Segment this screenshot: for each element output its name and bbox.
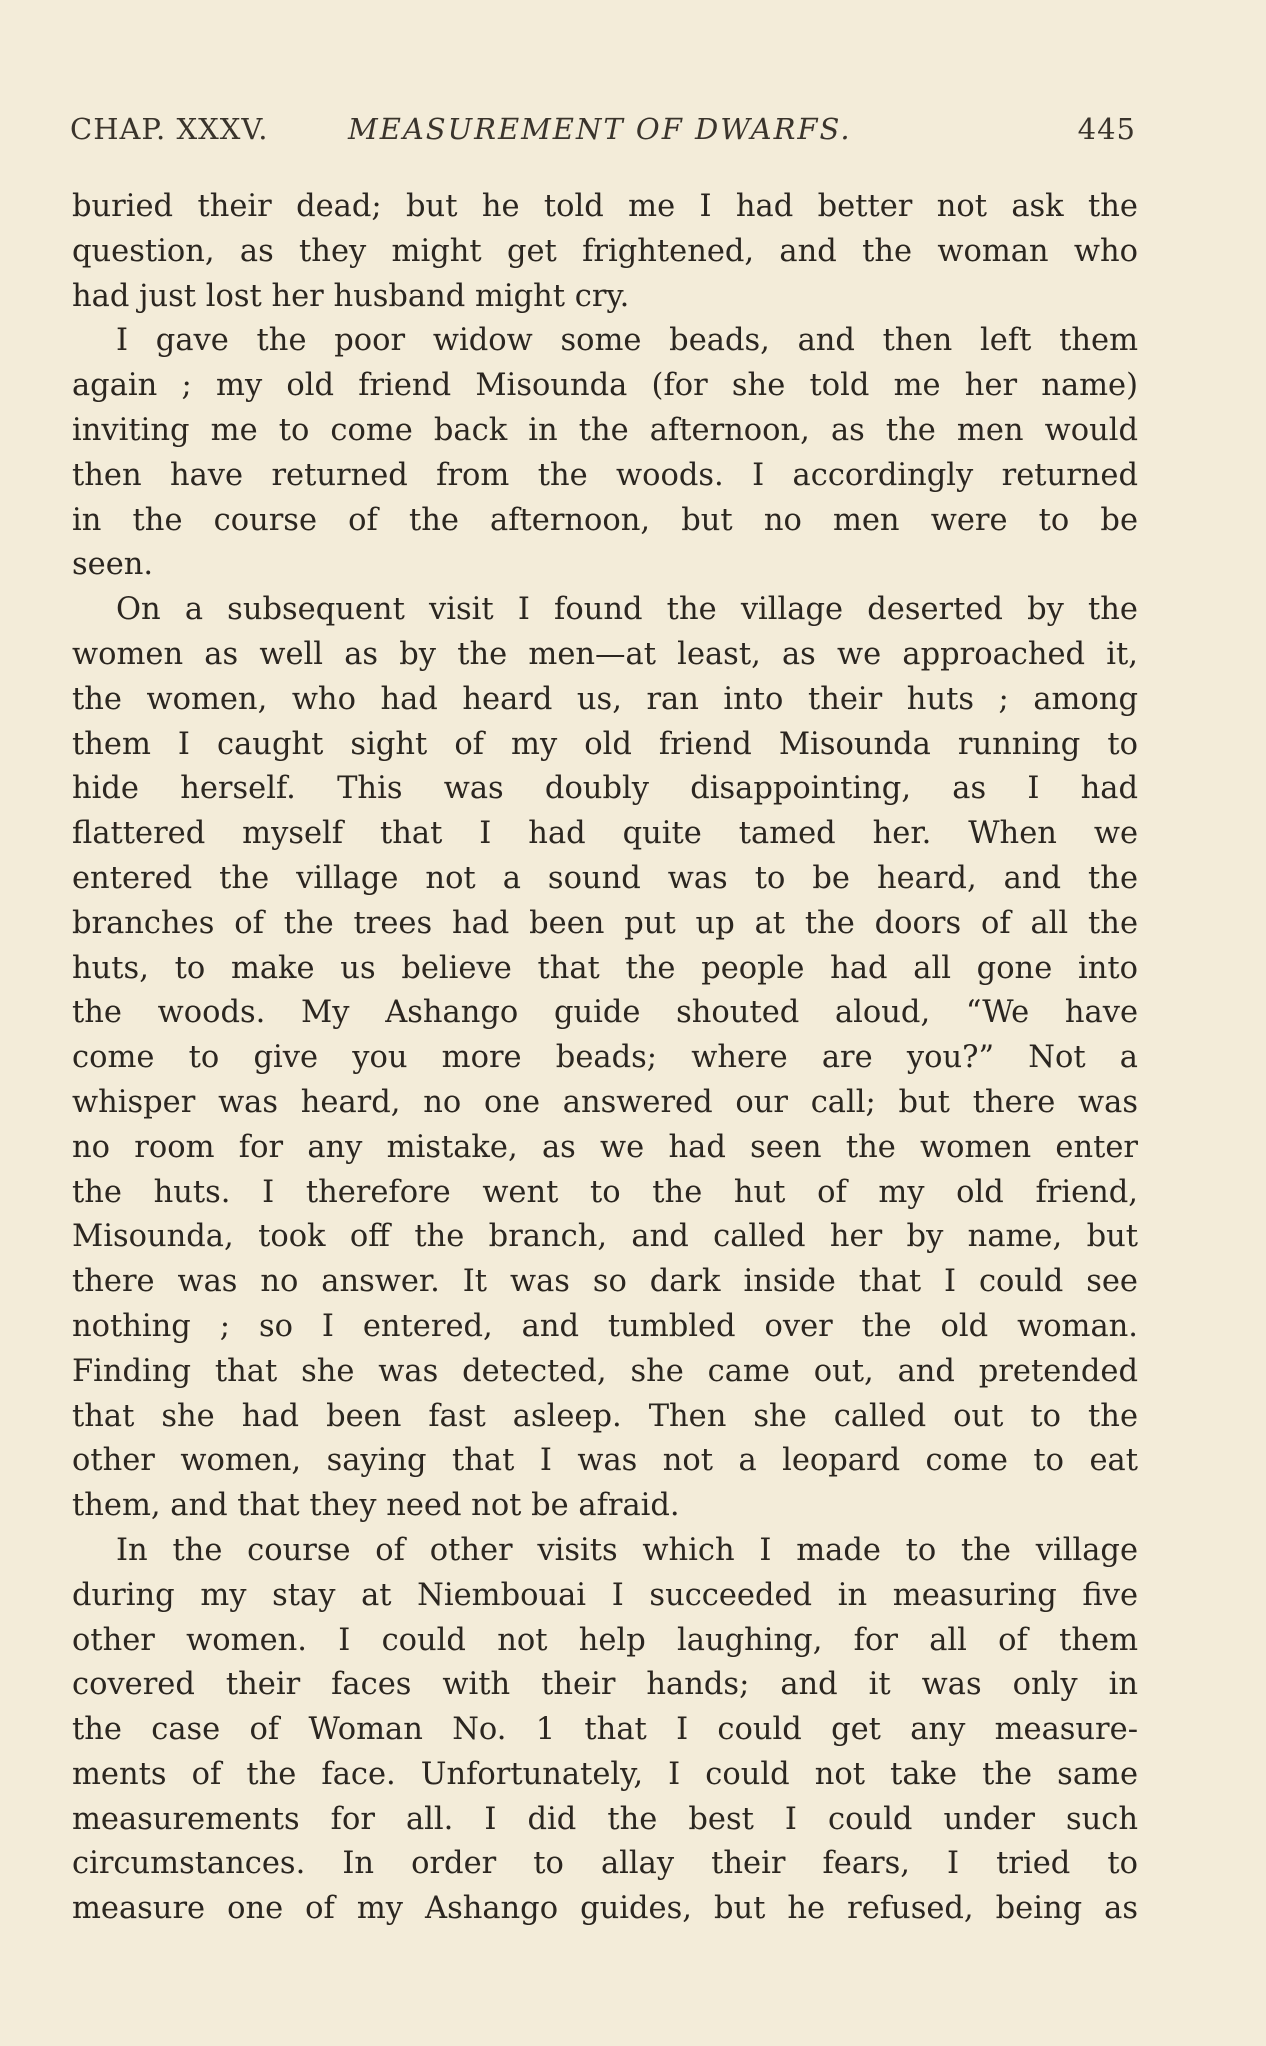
text-line: Misounda, took off the branch, and called her by name, but bbox=[72, 1219, 1138, 1255]
text-line: had just lost her husband might cry. bbox=[72, 278, 630, 314]
text-line: circumstances. In order to allay their fears, I tried to bbox=[72, 1846, 1138, 1882]
text-line: ments of the face. Unfortunately, I could not take the same bbox=[72, 1756, 1138, 1792]
text-line: Finding that she was detected, she came out, and pretended bbox=[72, 1353, 1138, 1389]
text-line: On a subsequent visit I found the village deserted by the bbox=[116, 592, 1138, 628]
text-line: In the course of other visits which I made to the village bbox=[116, 1532, 1138, 1568]
running-title: MEASUREMENT OF DWARFS. bbox=[348, 112, 852, 146]
text-line: measure one of my Ashango guides, but he refused, being as bbox=[72, 1891, 1138, 1927]
running-head bbox=[70, 112, 1136, 154]
text-line: the women, who had heard us, ran into their huts ; among bbox=[72, 681, 1138, 717]
text-line: branches of the trees had been put up at the doors of all the bbox=[72, 905, 1138, 941]
chapter-label: CHAP. XXXV. bbox=[70, 112, 269, 146]
text-line: nothing ; so I entered, and tumbled over the old woman. bbox=[72, 1308, 1138, 1344]
text-line: other women. I could not help laughing, for all of them bbox=[72, 1622, 1138, 1658]
text-line: covered their faces with their hands; and it was only in bbox=[72, 1667, 1138, 1703]
text-line: seen. bbox=[72, 547, 154, 583]
text-line: I gave the poor widow some beads, and then left them bbox=[116, 323, 1138, 359]
text-line: the huts. I therefore went to the hut of my old friend, bbox=[72, 1174, 1138, 1210]
text-line: again ; my old friend Misounda (for she told me her name) bbox=[72, 368, 1138, 404]
text-line: whisper was heard, no one answered our call; but there was bbox=[72, 1084, 1138, 1120]
text-line: that she had been fast asleep. Then she called out to the bbox=[72, 1398, 1138, 1434]
text-line: the case of Woman No. 1 that I could get any measure- bbox=[72, 1712, 1138, 1748]
text-line: flattered myself that I had quite tamed her. When we bbox=[72, 816, 1138, 852]
text-line: women as well as by the men—at least, as we approached it, bbox=[72, 636, 1138, 672]
text-line: inviting me to come back in the afternoon, as the men would bbox=[72, 412, 1138, 448]
text-line: measurements for all. I did the best I could under such bbox=[72, 1801, 1138, 1837]
body-text bbox=[72, 185, 1138, 1932]
text-line: come to give you more beads; where are you?” Not a bbox=[72, 1040, 1138, 1076]
text-line: them, and that they need not be afraid. bbox=[72, 1488, 680, 1524]
text-line: hide herself. This was doubly disappointing, as I had bbox=[72, 771, 1138, 807]
text-line: the woods. My Ashango guide shouted aloud, “We have bbox=[72, 995, 1138, 1031]
text-line: them I caught sight of my old friend Misounda running to bbox=[72, 726, 1138, 762]
text-line: entered the village not a sound was to be heard, and the bbox=[72, 860, 1138, 896]
page-number: 445 bbox=[1077, 112, 1136, 146]
text-line: in the course of the afternoon, but no men were to be bbox=[72, 502, 1138, 538]
text-line: other women, saying that I was not a leopard come to eat bbox=[72, 1443, 1138, 1479]
text-line: buried their dead; but he told me I had better not ask the bbox=[72, 189, 1138, 224]
text-line: huts, to make us believe that the people had all gone into bbox=[72, 950, 1138, 986]
text-line: no room for any mistake, as we had seen the women enter bbox=[72, 1129, 1138, 1165]
text-line: then have returned from the woods. I accordingly returned bbox=[72, 457, 1138, 493]
text-line: question, as they might get frightened, and the woman who bbox=[72, 233, 1138, 269]
text-line: during my stay at Niembouai I succeeded in measuring five bbox=[72, 1577, 1138, 1613]
text-line: there was no answer. It was so dark inside that I could see bbox=[72, 1264, 1138, 1300]
